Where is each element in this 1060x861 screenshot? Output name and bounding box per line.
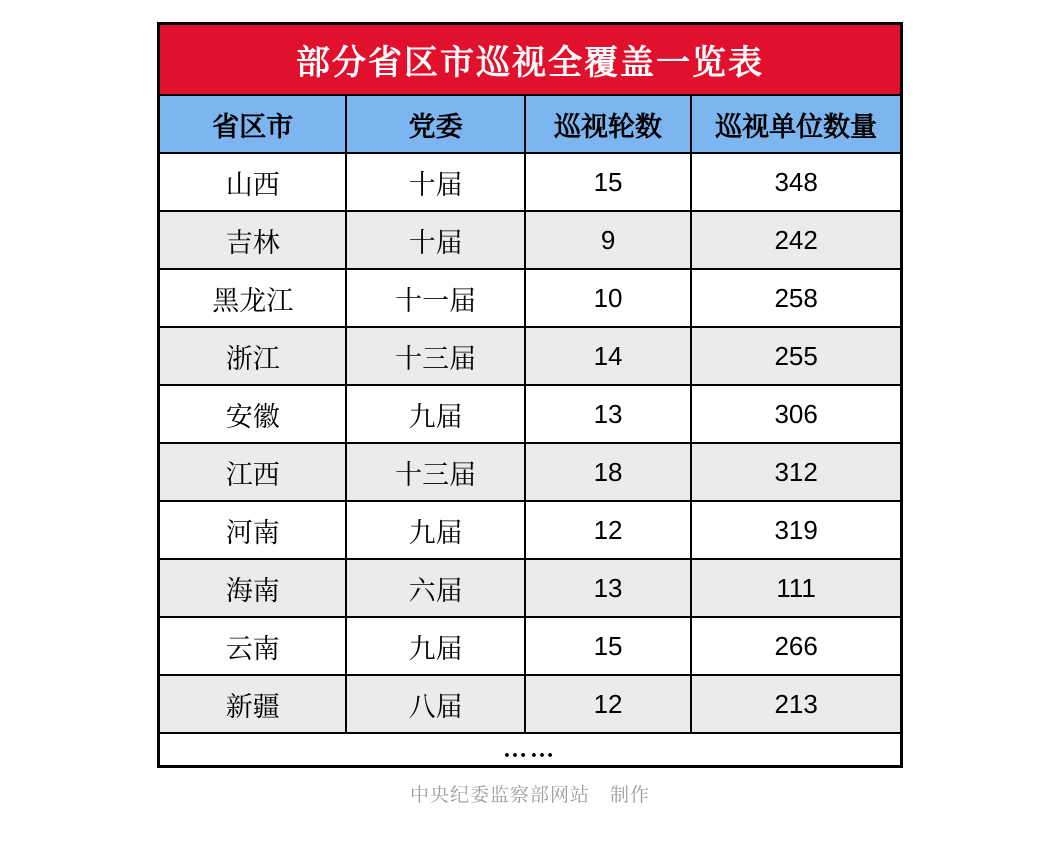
- cell-party-committee: 八届: [346, 675, 524, 733]
- cell-units-inspected: 319: [691, 501, 900, 559]
- table-row: [160, 443, 900, 501]
- cell-party-committee: 十三届: [346, 327, 524, 385]
- credit-text: 中央纪委监察部网站 制作: [409, 785, 650, 806]
- cell-inspection-rounds: 10: [525, 269, 692, 327]
- table-row-ellipsis: [160, 733, 900, 765]
- cell-province: 黑龙江: [160, 269, 346, 327]
- cell-party-committee: 十届: [346, 153, 524, 211]
- column-header-inspection-rounds: 巡视轮数: [525, 96, 692, 153]
- column-header-units-inspected: 巡视单位数量: [691, 96, 900, 153]
- cell-inspection-rounds: 13: [525, 559, 692, 617]
- cell-party-committee: 十届: [346, 211, 524, 269]
- cell-inspection-rounds: 15: [525, 617, 692, 675]
- cell-party-committee: 六届: [346, 559, 524, 617]
- cell-units-inspected: 255: [691, 327, 900, 385]
- cell-party-committee: 十一届: [346, 269, 524, 327]
- cell-inspection-rounds: 12: [525, 675, 692, 733]
- column-header-party-committee: 党委: [346, 96, 524, 153]
- cell-province: 河南: [160, 501, 346, 559]
- table-row: [160, 211, 900, 269]
- table-row: [160, 269, 900, 327]
- cell-units-inspected: 111: [691, 559, 900, 617]
- cell-province: 江西: [160, 443, 346, 501]
- table-row: [160, 675, 900, 733]
- cell-inspection-rounds: 18: [525, 443, 692, 501]
- table-title: 部分省区市巡视全覆盖一览表: [160, 25, 900, 96]
- cell-units-inspected: 312: [691, 443, 900, 501]
- cell-inspection-rounds: 13: [525, 385, 692, 443]
- cell-province: 浙江: [160, 327, 346, 385]
- cell-province: 山西: [160, 153, 346, 211]
- cell-province: 海南: [160, 559, 346, 617]
- cell-units-inspected: 242: [691, 211, 900, 269]
- cell-party-committee: 九届: [346, 617, 524, 675]
- cell-units-inspected: 348: [691, 153, 900, 211]
- cell-units-inspected: 213: [691, 675, 900, 733]
- cell-inspection-rounds: 12: [525, 501, 692, 559]
- cell-inspection-rounds: 9: [525, 211, 692, 269]
- cell-province: 云南: [160, 617, 346, 675]
- cell-province: 新疆: [160, 675, 346, 733]
- table-row: [160, 617, 900, 675]
- cell-province: 吉林: [160, 211, 346, 269]
- data-table: [160, 96, 900, 765]
- inspection-coverage-table: [157, 22, 903, 768]
- cell-party-committee: 十三届: [346, 443, 524, 501]
- table-row: [160, 327, 900, 385]
- table-row: [160, 385, 900, 443]
- ellipsis-text: ……: [160, 733, 900, 765]
- cell-units-inspected: 306: [691, 385, 900, 443]
- cell-party-committee: 九届: [346, 385, 524, 443]
- table-row: [160, 501, 900, 559]
- cell-units-inspected: 258: [691, 269, 900, 327]
- cell-inspection-rounds: 15: [525, 153, 692, 211]
- table-row: [160, 559, 900, 617]
- table-row: [160, 153, 900, 211]
- cell-inspection-rounds: 14: [525, 327, 692, 385]
- cell-units-inspected: 266: [691, 617, 900, 675]
- cell-province: 安徽: [160, 385, 346, 443]
- column-header-province: 省区市: [160, 96, 346, 153]
- header-row: [160, 96, 900, 153]
- cell-party-committee: 九届: [346, 501, 524, 559]
